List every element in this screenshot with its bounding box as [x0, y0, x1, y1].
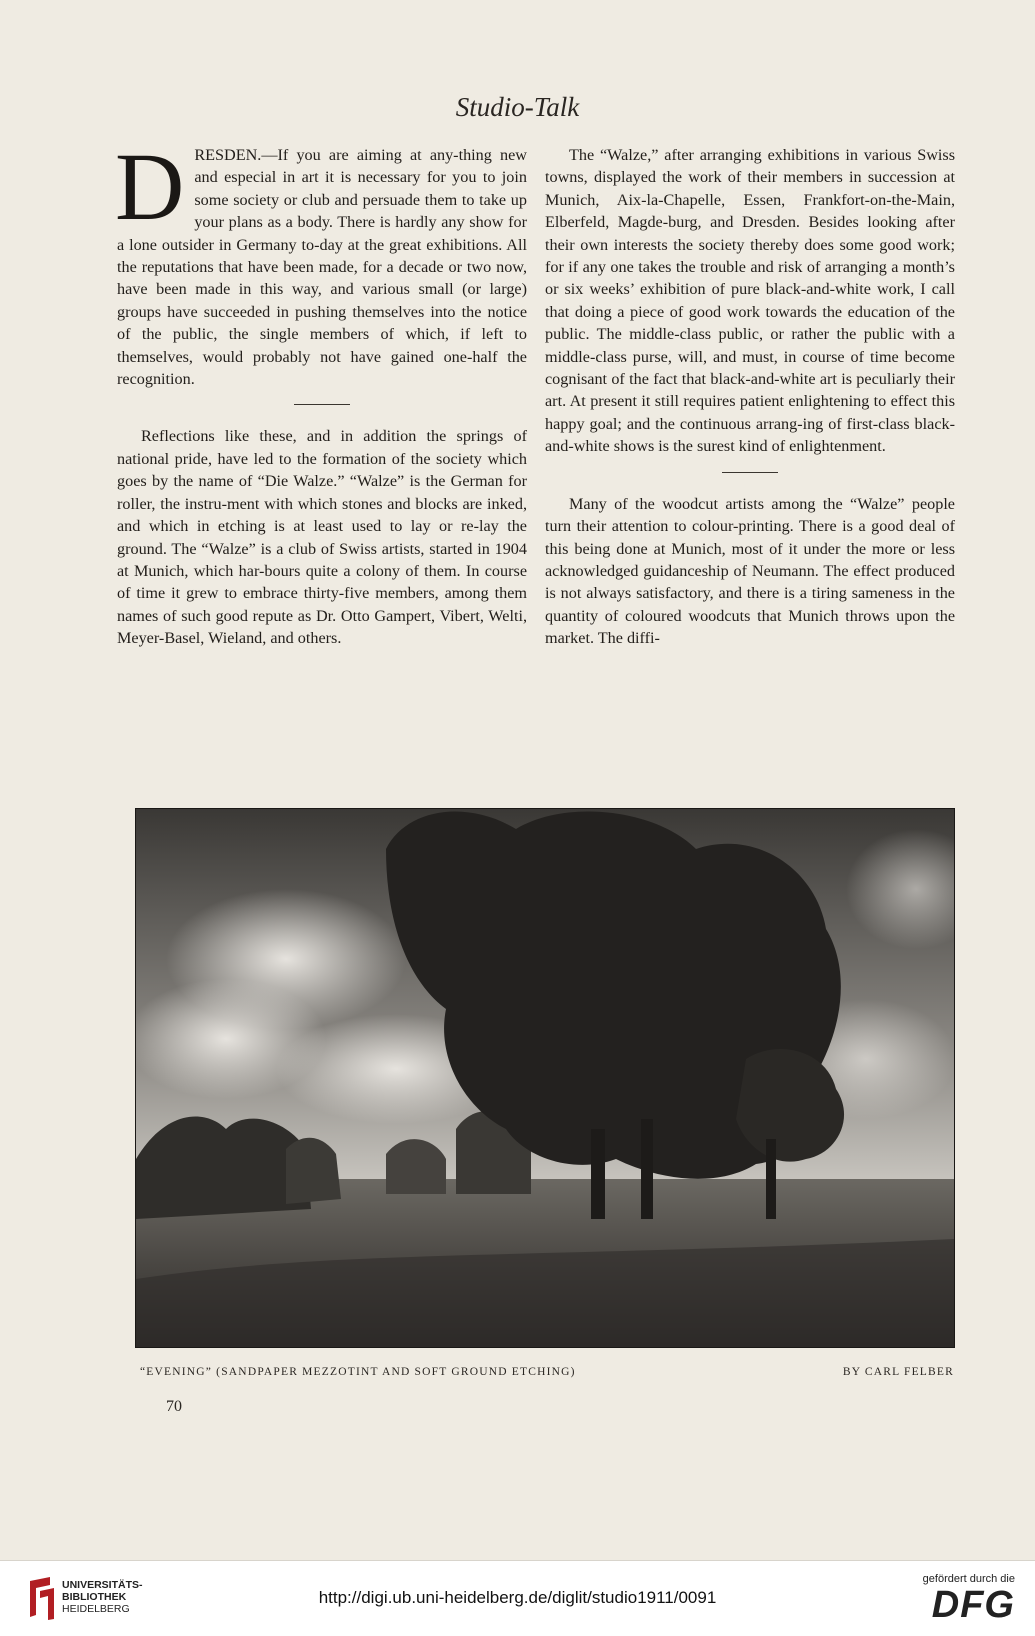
caption-credit: BY CARL FELBER	[842, 1366, 954, 1378]
permalink-url[interactable]: http://digi.ub.uni-heidelberg.de/diglit/studio1911/0091	[318, 1588, 717, 1607]
page-number: 70	[166, 1398, 182, 1415]
etching-image	[136, 809, 954, 1347]
library-name-line-1: UNIVERSITÄTS-	[62, 1579, 143, 1591]
caption-title: “EVENING” (SANDPAPER MEZZOTINT AND SOFT GROUND ETCHING)	[140, 1366, 576, 1378]
paragraph-reflections: Reflections like these, and in addition the springs of national pride, have led to the formation of the society which goes by the name of “Die Walze.” “Walze” is the German for roller, the instru-ment with which stones and blocks are inked, and which in etching is at least used to lay or re-lay the ground. The “Walze” is a club of Swiss artists, started in 1904 at Munich, which har-bours quite a colony of them. In course of time it grew to embrace thirty-five members, among them names of such good repute as Dr. Otto Gampert, Vibert, Welti, Meyer-Basel, Wieland, and others.	[117, 427, 527, 648]
evening-etching-illustration	[135, 808, 955, 1348]
running-head: Studio-Talk	[455, 92, 580, 122]
opening-paragraph-text: RESDEN.—If you are aiming at any-thing new and especial in art it is necessary for you to join some society or club and persuade them to take up your plans as a body. There is hardly any show for a lone outsider in Germany to-day at the great exhibitions. All the reputations that have been made, for a decade or two now, have been made in this way, and various small (or large) groups have succeeded in pushing themselves into the notice of the public, the single members of which, if left to themselves, would probably not have gained one-half the recognition.	[117, 146, 527, 389]
section-divider	[294, 404, 350, 405]
drop-cap: D	[115, 133, 185, 240]
opening-paragraph	[115, 133, 527, 390]
left-column	[115, 133, 527, 650]
right-column	[545, 144, 955, 650]
paragraph-walze-exhibitions: The “Walze,” after arranging exhibitions in various Swiss towns, displayed the work of their members in succession at Munich, Aix-la-Chapelle, Essen, Frankfort-on-the-Main, Elberfeld, Magde-burg, and Dresden. Besides looking after their own interests the society thereby does some good work; for if any one takes the trouble and risk of arranging a month’s or six weeks’ exhibition of pure black-and-white work, I call that doing a piece of good work towards the education of the public. The middle-class public, or rather the public with a middle-class purse, will, and must, in course of time become cognisant of the fact that black-and-white art is peculiarly their art. At present it still requires patient enlightening to effect this happy goal; and the continuous arrang-ing of first-class black-and-white shows is the surest kind of enlightenment.	[545, 146, 955, 456]
section-divider	[722, 472, 778, 473]
digitization-footer	[0, 1560, 1035, 1636]
paragraph-woodcut-artists: Many of the woodcut artists among the “Walze” people turn their attention to colour-printing. There is a good deal of this being done at Munich, most of it under the more or less acknowledged guidanceship of Neumann. The effect produced is not always satisfactory, and there is a tiring sameness in the quantity of coloured woodcuts that Munich throws upon the market. The diffi-	[545, 494, 955, 648]
library-name-line-2: BIBLIOTHEK	[62, 1591, 127, 1603]
dfg-logo: DFG	[931, 1584, 1015, 1626]
funding-note: gefördert durch die	[922, 1573, 1015, 1585]
library-name-line-3: HEIDELBERG	[62, 1603, 130, 1615]
funder-block	[895, 1573, 1015, 1625]
